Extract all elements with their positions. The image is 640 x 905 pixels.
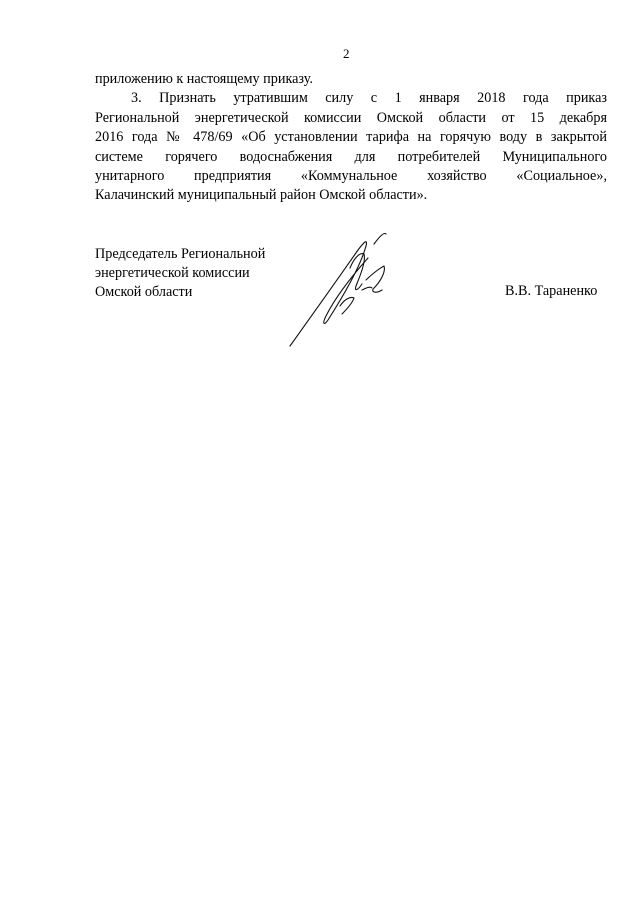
paragraph-3-line: системе горячего водоснабжения для потребителей Муниципального (95, 148, 607, 165)
signature-position-block (95, 245, 265, 302)
position-line: Председатель Региональной (95, 246, 266, 262)
handwritten-signature (280, 228, 400, 358)
signatory-name: В.В. Тараненко (505, 283, 598, 299)
paragraph-3-line: 2016 года № 478/69 «Об установлении тарифа на горячую воду в закрытой (95, 129, 607, 146)
position-line: энергетической комиссии (95, 265, 250, 281)
paragraph-3-line: унитарного предприятия «Коммунальное хозяйство «Социальное», (95, 168, 607, 185)
paragraph-3-line: Региональной энергетической комиссии Омской области от 15 декабря (95, 109, 607, 126)
paragraph-3 (95, 89, 607, 205)
body-text (95, 70, 607, 206)
position-line: Омской области (95, 284, 193, 300)
continuation-line: приложению к настоящему приказу. (95, 71, 313, 87)
paragraph-3-line: 3. Признать утратившим силу с 1 января 2018 года приказ (131, 90, 607, 107)
page-number: 2 (343, 46, 350, 61)
paragraph-3-line: Калачинский муниципальный район Омской области». (95, 187, 428, 204)
